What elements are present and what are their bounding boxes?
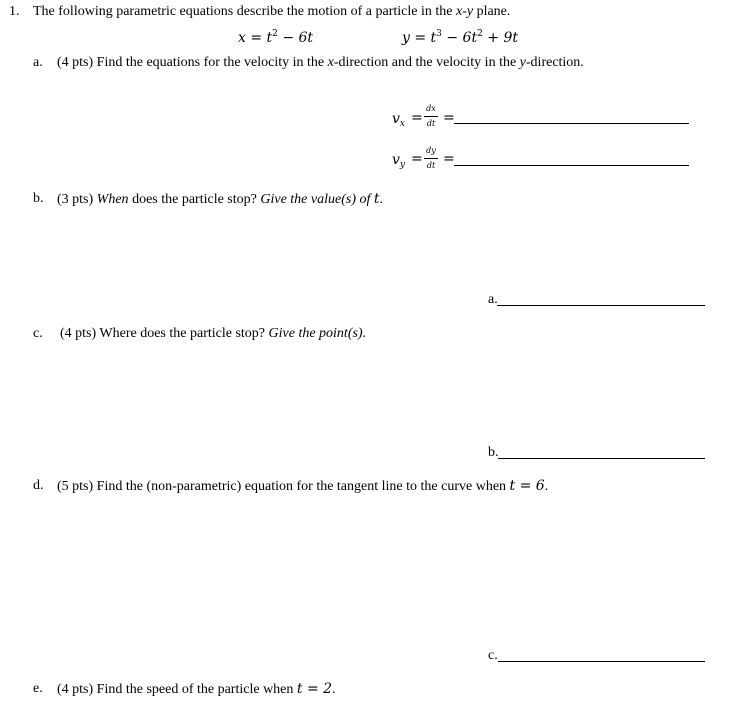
vx-numerator: dx <box>426 104 436 113</box>
vy-equals-2: = <box>443 151 455 167</box>
vy-numerator: dy <box>426 146 436 155</box>
vy-equals: = <box>411 151 423 167</box>
intro-text-2: plane. <box>473 4 511 19</box>
part-a-question: (4 pts) Find the equations for the velocity in the x-direction and the velocity in the y-direction. <box>57 55 584 70</box>
part-d-question: (5 pts) Find the (non-parametric) equation for the tangent line to the curve when t = 6. <box>57 478 549 494</box>
answer-a-label: a. <box>488 292 498 307</box>
problem-intro <box>33 4 510 20</box>
vx-denominator: dt <box>426 119 436 128</box>
equation-y: $y = t^3 - 6t^2 + 9t$ <box>402 29 518 46</box>
part-e-letter: e. <box>33 681 43 696</box>
vy-symbol: $v_y$ <box>392 152 406 170</box>
vx-answer-line[interactable] <box>454 123 689 124</box>
problem-number: 1. <box>9 4 20 19</box>
answer-b-label: b. <box>488 445 499 460</box>
part-e-question: (4 pts) Find the speed of the particle when t = 2. <box>57 681 336 697</box>
intro-var: x-y <box>455 4 474 19</box>
vy-answer-line[interactable] <box>454 165 689 166</box>
answer-a-line[interactable] <box>497 305 705 306</box>
part-d-letter: d. <box>33 478 44 493</box>
answer-c-line[interactable] <box>498 661 705 662</box>
answer-c-label: c. <box>488 648 498 663</box>
vy-denominator: dt <box>426 161 436 170</box>
answer-b-line[interactable] <box>498 458 705 459</box>
part-c-question: (4 pts) Where does the particle stop? Give the point(s). <box>60 326 367 341</box>
part-a-letter: a. <box>33 55 43 70</box>
vy-fraction-bar <box>424 158 438 159</box>
part-c-letter: c. <box>33 326 43 341</box>
vx-fraction-bar <box>424 116 438 117</box>
vx-equals-2: = <box>443 110 455 126</box>
intro-text-1: The following parametric equations describe the motion of a particle in the <box>33 4 456 19</box>
vx-symbol: $v_x$ <box>392 111 405 129</box>
part-b-question: (3 pts) When does the particle stop? Give the value(s) of t. <box>57 191 384 207</box>
vx-equals: = <box>411 110 423 126</box>
part-b-letter: b. <box>33 191 44 206</box>
equation-x: $x = t^2 - 6t$ <box>238 29 314 46</box>
